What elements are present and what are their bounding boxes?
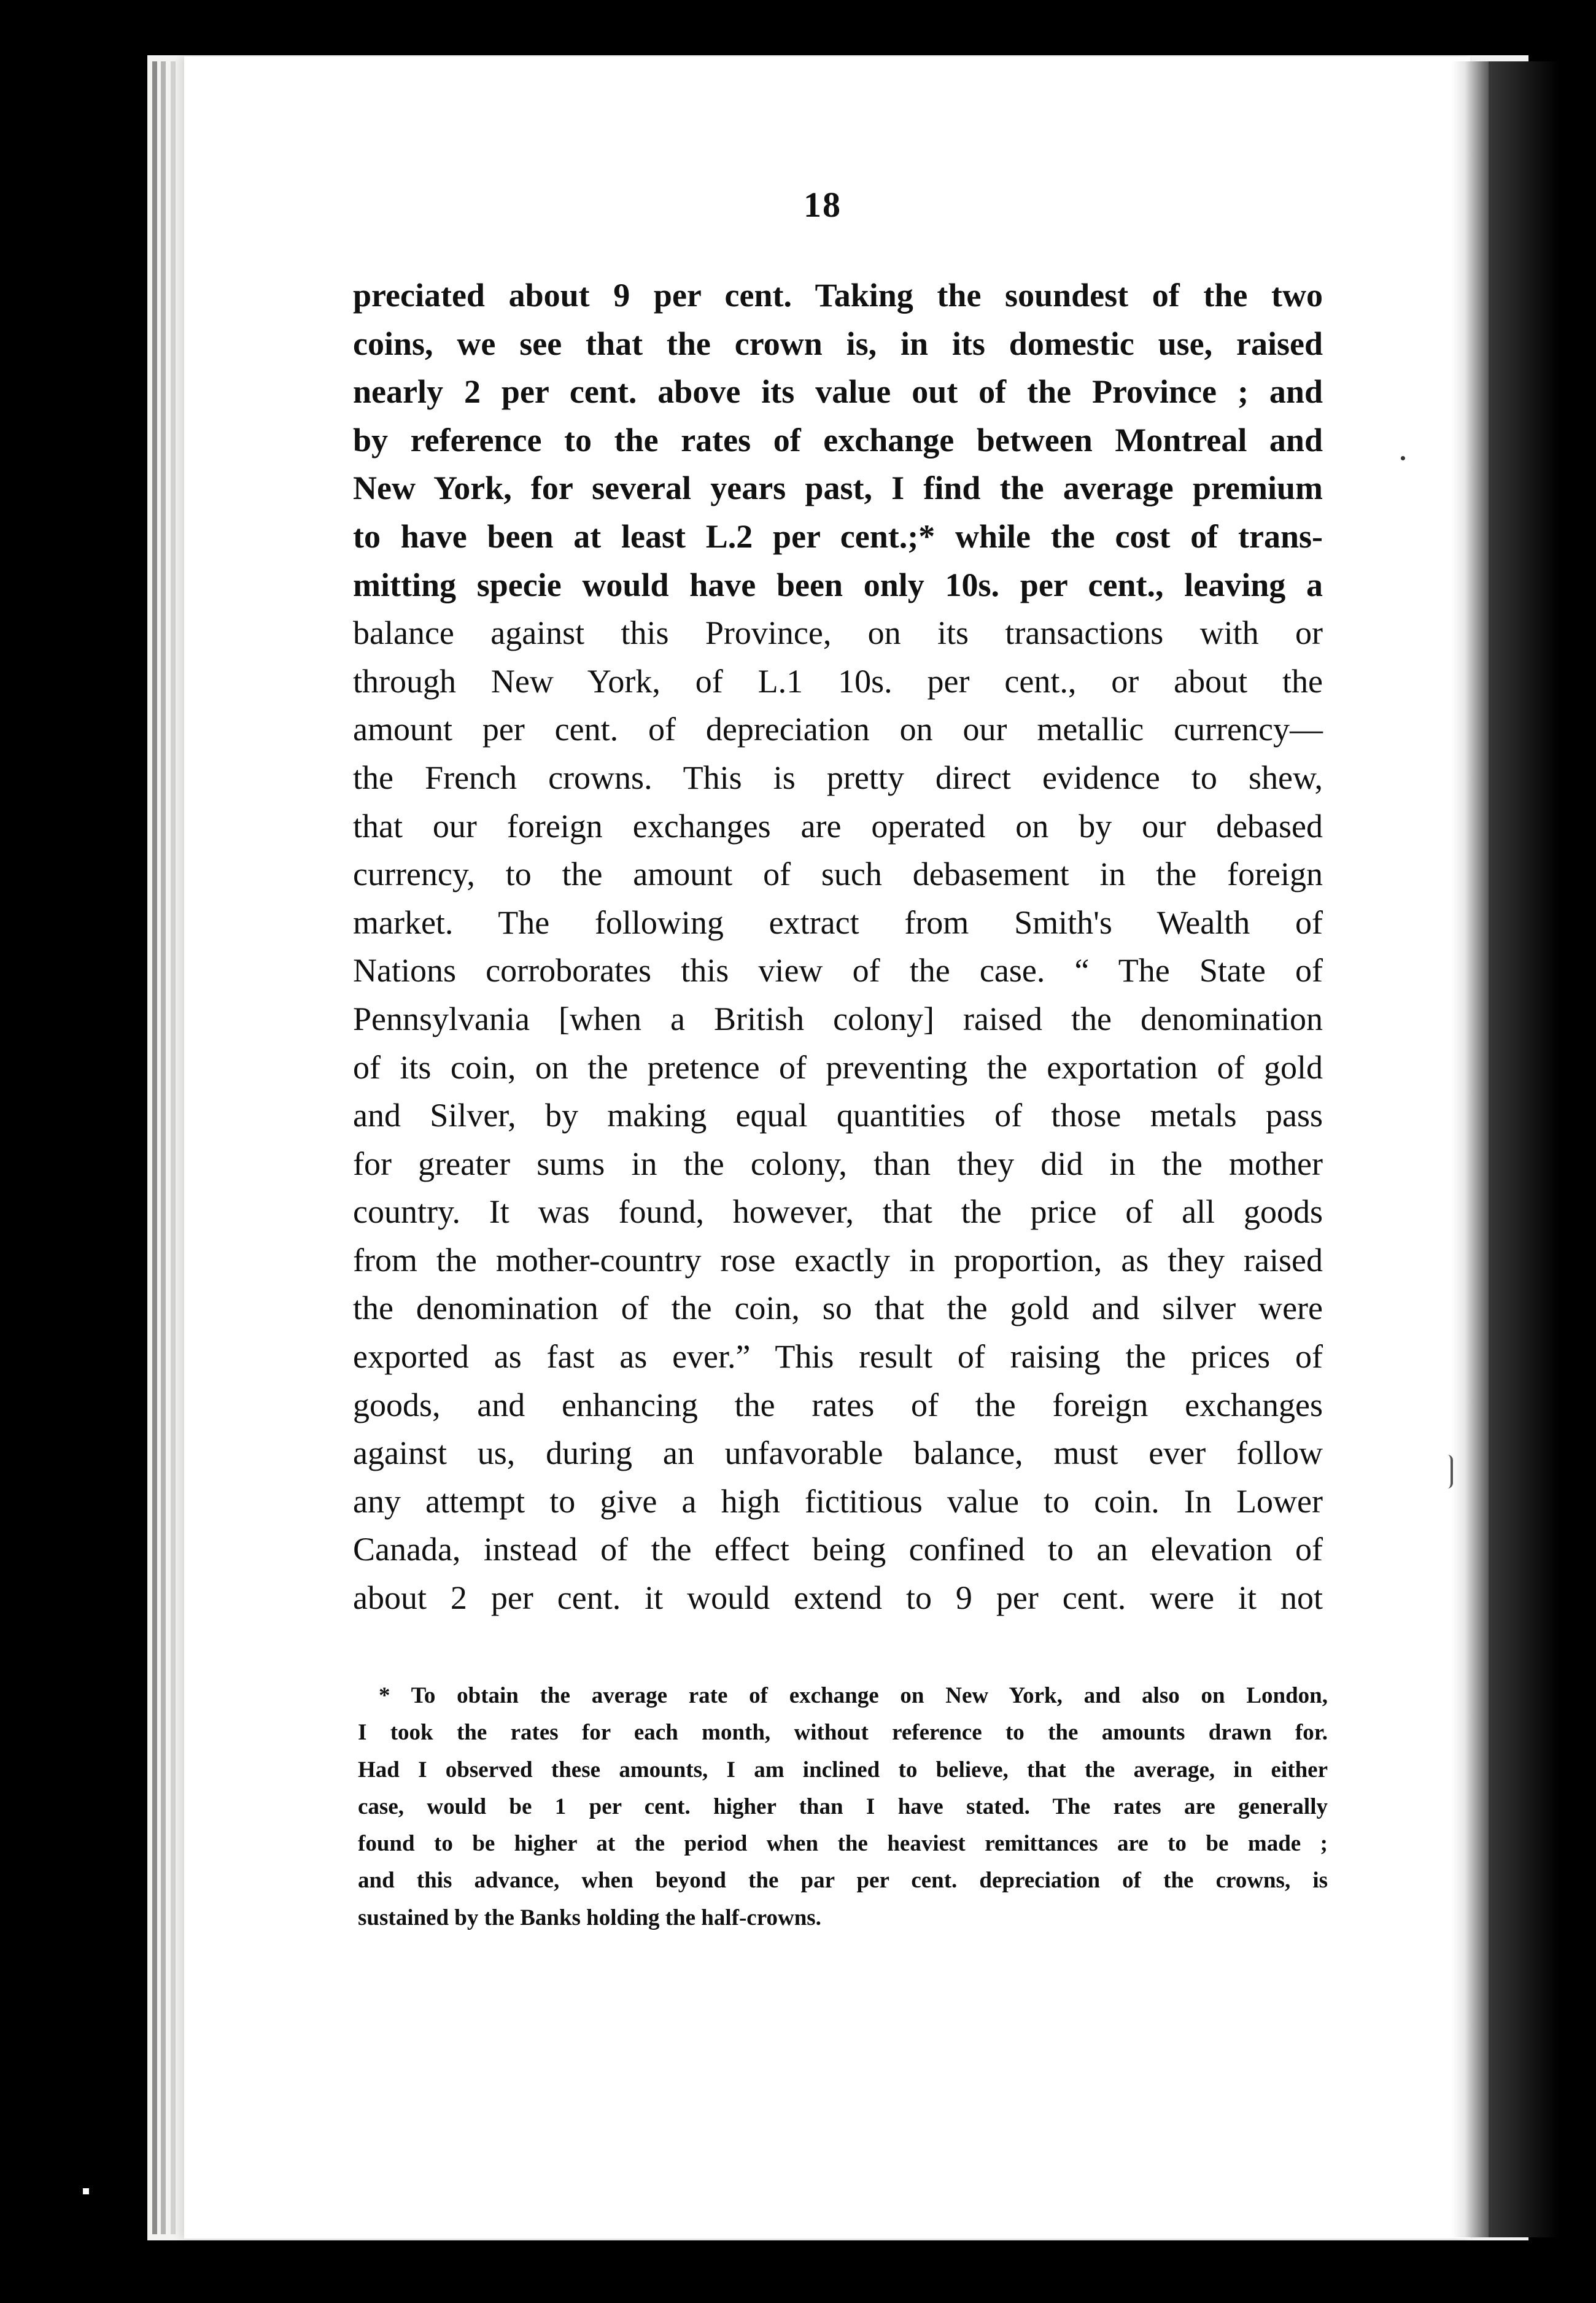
margin-mark — [1447, 1455, 1453, 1488]
text-line: any attempt to give a high fictitious value to coin. In Lower — [353, 1482, 1323, 1520]
footnote-line: found to be higher at the period when the heaviest remittances are to be made ; — [358, 1831, 1328, 1857]
margin-mark — [1401, 456, 1405, 460]
footnote-line: Had I observed these amounts, I am inclined to believe, that the average, in either — [358, 1757, 1328, 1782]
text-line: market. The following extract from Smith's Wealth of — [353, 904, 1323, 941]
scan-speck — [83, 2188, 89, 2194]
page-stack-edge — [152, 61, 157, 2234]
text-line: and Silver, by making equal quantities of those metals pass — [353, 1097, 1323, 1134]
text-line: goods, and enhancing the rates of the foreign exchanges — [353, 1386, 1323, 1423]
text-line: through New York, of L.1 10s. per cent., or about the — [353, 662, 1323, 700]
text-line: preciated about 9 per cent. Taking the soundest of the two — [353, 277, 1323, 314]
text-line: amount per cent. of depreciation on our metallic currency— — [353, 711, 1323, 748]
text-line: balance against this Province, on its transactions with or — [353, 614, 1323, 652]
text-line: for greater sums in the colony, than they did in the mother — [353, 1145, 1323, 1182]
footnote-line: * To obtain the average rate of exchange on New York, and also on London, — [379, 1683, 1328, 1708]
page-stack-edge — [161, 61, 166, 2234]
footnote — [358, 1678, 1328, 1937]
text-line: nearly 2 per cent. above its value out of the Province ; and — [353, 373, 1323, 411]
text-line: coins, we see that the crown is, in its domestic use, raised — [353, 325, 1323, 362]
text-line: of its coin, on the pretence of preventing the exportation of gold — [353, 1048, 1323, 1086]
text-line: the French crowns. This is pretty direct evidence to shew, — [353, 759, 1323, 796]
text-line: exported as fast as ever.” This result of raising the prices of — [353, 1338, 1323, 1376]
text-line: currency, to the amount of such debasement in the foreign — [353, 856, 1323, 893]
text-line: mitting specie would have been only 10s. per cent., leaving a — [353, 566, 1323, 603]
page-stack-edge — [171, 61, 176, 2234]
text-line: from the mother-country rose exactly in proportion, as they raised — [353, 1241, 1323, 1279]
footnote-line: sustained by the Banks holding the half-crowns. — [358, 1905, 821, 1930]
page-number: 18 — [804, 185, 842, 225]
page-right-edge — [1452, 61, 1489, 2237]
text-line: that our foreign exchanges are operated on by our debased — [353, 807, 1323, 845]
text-line: the denomination of the coin, so that the gold and silver were — [353, 1290, 1323, 1327]
text-line: against us, during an unfavorable balance, must ever follow — [353, 1434, 1323, 1472]
text-line: country. It was found, however, that the price of all goods — [353, 1193, 1323, 1231]
text-line: about 2 per cent. it would extend to 9 per cent. were it not — [353, 1579, 1323, 1617]
footnote-line: and this advance, when beyond the par per cent. depreciation of the crowns, is — [358, 1868, 1328, 1894]
text-line: Pennsylvania [when a British colony] raised the denomination — [353, 1000, 1323, 1037]
text-line: to have been at least L.2 per cent.;* while the cost of trans- — [353, 517, 1323, 555]
binding-shadow — [1486, 61, 1559, 2237]
footnote-line: case, would be 1 per cent. higher than I have stated. The rates are generally — [358, 1794, 1328, 1819]
body-text — [353, 271, 1323, 1622]
text-line: New York, for several years past, I find the average premium — [353, 470, 1323, 507]
text-line: by reference to the rates of exchange between Montreal and — [353, 421, 1323, 459]
text-line: Canada, instead of the effect being confined to an elevation of — [353, 1531, 1323, 1568]
footnote-line: I took the rates for each month, without reference to the amounts drawn for. — [358, 1720, 1328, 1746]
text-line: Nations corroborates this view of the case. “ The State of — [353, 952, 1323, 989]
